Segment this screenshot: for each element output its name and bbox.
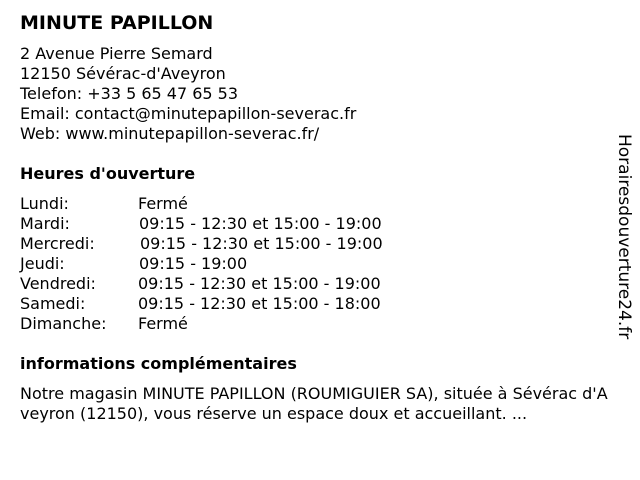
day-label: Lundi: <box>20 194 69 213</box>
day-label: Vendredi: <box>20 274 96 293</box>
day-hours: 09:15 - 19:00 <box>139 254 248 273</box>
contact-block <box>20 44 356 144</box>
day-label: Mercredi: <box>20 234 95 253</box>
website-address: Web: www.minutepapillon-severac.fr/ <box>20 124 320 143</box>
day-hours: 09:15 - 12:30 et 15:00 - 18:00 <box>138 294 381 313</box>
info-heading: informations complémentaires <box>20 354 297 373</box>
day-hours: 09:15 - 12:30 et 15:00 - 19:00 <box>139 214 382 233</box>
day-hours: Fermé <box>138 194 188 213</box>
hours-heading: Heures d'ouverture <box>20 164 196 183</box>
info-description: Notre magasin MINUTE PAPILLON (ROUMIGUIER SA), située à Sévérac d'Aveyron (12150), vous réserve un espace doux et accueillant. ... <box>20 384 608 423</box>
day-label: Dimanche: <box>20 314 107 333</box>
day-hours: 09:15 - 12:30 et 15:00 - 19:00 <box>140 234 383 253</box>
address-street: 2 Avenue Pierre Semard <box>20 44 213 63</box>
email-address: Email: contact@minutepapillon-severac.fr <box>20 104 357 123</box>
day-label: Mardi: <box>20 214 70 233</box>
site-watermark: Horairesdouverture24.fr <box>614 134 634 340</box>
day-hours: Fermé <box>138 314 188 333</box>
day-label: Samedi: <box>20 294 86 313</box>
business-name: MINUTE PAPILLON <box>20 12 214 34</box>
day-hours: 09:15 - 12:30 et 15:00 - 19:00 <box>138 274 381 293</box>
phone-number: Telefon: +33 5 65 47 65 53 <box>20 84 239 103</box>
address-city: 12150 Sévérac-d'Aveyron <box>20 64 226 83</box>
day-label: Jeudi: <box>20 254 65 273</box>
